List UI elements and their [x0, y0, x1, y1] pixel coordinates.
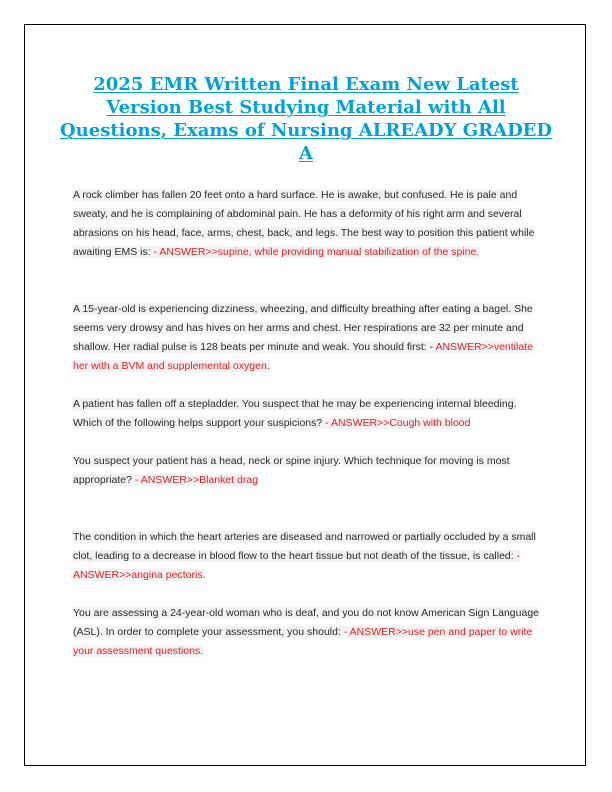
qa-item — [73, 300, 548, 376]
qa-text — [73, 455, 510, 486]
answer-text: - ANSWER>>angina pectoris. — [73, 550, 521, 581]
answer-text: - ANSWER>>supine, while providing manual stabilization of the spine. — [153, 246, 480, 258]
question-text: A patient has fallen off a stepladder. You suspect that he may be experiencing internal bleeding. Which of the following helps support your suspicions? — [73, 398, 517, 429]
qa-text — [73, 607, 539, 657]
question-text: A rock climber has fallen 20 feet onto a hard surface. He is awake, but confused. He is pale and sweaty, and he is complaining of abdominal pain. He has a deformity of his right arm and several abrasions on his head, face, arms, chest, back, and legs. The best way to position this patient while awaiting EMS is: — [73, 189, 535, 258]
answer-text: - ANSWER>>use pen and paper to write your assessment questions. — [73, 626, 533, 657]
qa-item — [73, 186, 548, 262]
qa-list — [73, 186, 548, 661]
qa-item — [73, 528, 548, 585]
qa-item — [73, 604, 548, 661]
question-text: You are assessing a 24-year-old woman who is deaf, and you do not know American Sign Language (ASL). In order to complete your assessment, you should: — [73, 607, 539, 638]
answer-text: - ANSWER>>Cough with blood — [325, 417, 471, 429]
qa-text — [73, 398, 516, 429]
document-title: 2025 EMR Written Final Exam New Latest Version Best Studying Material with All Questions, Exams of Nursing ALREADY GRADED A — [60, 74, 553, 164]
answer-text: ANSWER>>ventilate her with a BVM and supplemental oxygen. — [73, 341, 533, 372]
question-text: A 15-year-old is experiencing dizziness, wheezing, and difficulty breathing after eating a bagel. She seems very drowsy and has hives on her arms and chest. Her respirations are 32 per minute and shallow. Her radial pulse is 128 beats per minute and weak. You should first: - — [73, 303, 533, 353]
qa-text — [73, 531, 536, 581]
question-text: The condition in which the heart arteries are diseased and narrowed or partially occluded by a small clot, leading to a decrease in blood flow to the heart tissue but not death of the tissue, is called: — [73, 531, 536, 562]
qa-text — [73, 189, 534, 258]
answer-text: - ANSWER>>Blanket drag — [134, 474, 259, 486]
qa-item — [73, 395, 548, 433]
question-text: You suspect your patient has a head, neck or spine injury. Which technique for moving is most appropriate? — [73, 455, 510, 486]
qa-item — [73, 452, 548, 490]
qa-text — [73, 303, 533, 372]
